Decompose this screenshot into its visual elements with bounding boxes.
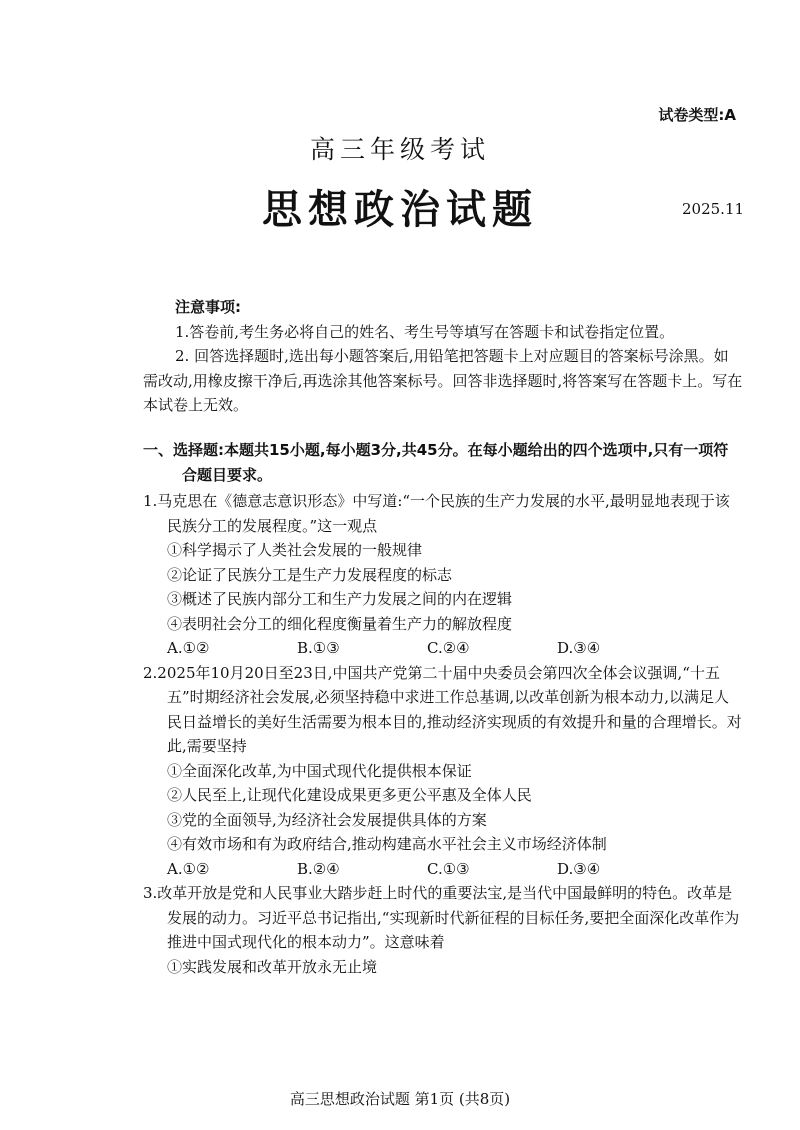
statement: ③党的全面领导,为经济社会发展提供具体的方案 <box>167 810 487 829</box>
statement: ①科学揭示了人类社会发展的一般规律 <box>167 541 423 559</box>
notice-section <box>143 295 743 418</box>
question-2 <box>143 661 743 882</box>
option-d: D.③④ <box>557 859 601 878</box>
option-d: D.③④ <box>557 639 601 657</box>
question-1 <box>143 489 743 661</box>
option-c: C.①③ <box>427 859 470 878</box>
question-3 <box>143 881 743 979</box>
notice-title: 注意事项: <box>175 298 241 316</box>
exam-date: 2025.11 <box>682 200 745 218</box>
subject-title: 思想政治试题 <box>262 186 538 233</box>
statement: ②人民至上,让现代化建设成果更多更公平惠及全体人民 <box>167 786 532 804</box>
statement: ④有效市场和有为政府结合,推动构建高水平社会主义市场经济体制 <box>167 835 607 853</box>
option-c: C.②④ <box>427 639 470 657</box>
option-b: B.①③ <box>297 639 340 657</box>
notice-item: 2. 回答选择题时,选出每小题答案后,用铅笔把答题卡上对应题目的答案标号涂黑。如需改动,用橡皮擦干净后,再选涂其他答案标号。回答非选择题时,将答案写在答题卡上。写在本试卷上无效。 <box>143 347 743 414</box>
notice-item: 1.答卷前,考生务必将自己的姓名、考生号等填写在答题卡和试卷指定位置。 <box>175 322 675 341</box>
exam-name: 高三年级考试 <box>309 135 490 164</box>
option-a: A.①② <box>167 639 210 657</box>
statement: ③概述了民族内部分工和生产力发展之间的内在逻辑 <box>167 590 513 608</box>
statement: ①实践发展和改革开放永无止境 <box>167 957 378 976</box>
statement: ①全面深化改革,为中国式现代化提供根本保证 <box>167 761 472 780</box>
answer-options <box>143 636 743 661</box>
answer-options <box>143 857 743 882</box>
question-stem: 1.马克思在《德意志意识形态》中写道:“一个民族的生产力发展的水平,最明显地表现于该民族分工的发展程度。”这一观点 <box>143 492 730 535</box>
question-stem: 2.2025年10月20日至23日,中国共产党第二十届中央委员会第四次全体会议强调,“十五五”时期经济社会发展,必须坚持稳中求进工作总基调,以改革创新为根本动力,以满足人民日益增长的美好生活需要为根本目的,推动经济实现质的有效提升和量的合理增长。对此,需要坚持 <box>143 663 742 755</box>
option-a: A.①② <box>167 859 210 878</box>
option-b: B.②④ <box>297 859 340 878</box>
paper-type-label: 试卷类型:A <box>658 106 736 124</box>
statement: ②论证了民族分工是生产力发展程度的标志 <box>167 565 453 584</box>
page-footer: 高三思想政治试题 第1页 (共8页) <box>289 1090 511 1108</box>
choice-section <box>143 438 743 979</box>
question-stem: 3.改革开放是党和人民事业大踏步赶上时代的重要法宝,是当代中国最鲜明的特色。改革是发展的动力。习近平总书记指出,“实现新时代新征程的目标任务,要把全面深化改革作为推进中国式现代化的根本动力”。这意味着 <box>143 884 740 951</box>
section-title: 一、选择题:本题共15小题,每小题3分,共45分。在每小题给出的四个选项中,只有一项符合题目要求。 <box>143 441 729 484</box>
statement: ④表明社会分工的细化程度衡量着生产力的解放程度 <box>167 614 513 633</box>
